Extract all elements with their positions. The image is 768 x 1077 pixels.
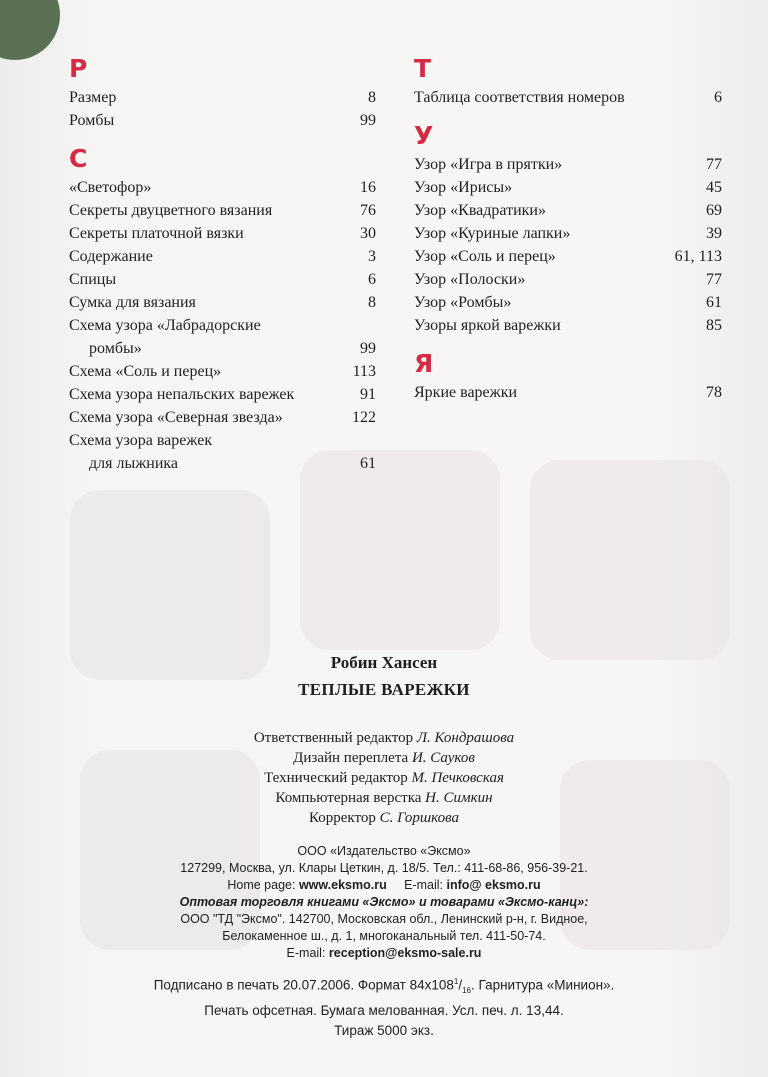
credit-name: М. Печковская (411, 770, 504, 786)
entry-page: 113 (352, 363, 376, 380)
entry-page: 78 (706, 384, 722, 401)
entry-title: Узор «Соль и перец» (414, 248, 556, 265)
index-entry (69, 176, 376, 199)
entry-title: Узор «Ромбы» (414, 294, 512, 311)
index-entry (69, 222, 376, 245)
index-entry-continuation (69, 337, 376, 360)
index-entry (414, 222, 722, 245)
show-through-shape (530, 460, 730, 660)
index-entry (414, 268, 722, 291)
index-entry (414, 381, 722, 404)
homepage-link: www.eksmo.ru (298, 878, 387, 892)
entry-title: Схема узора «Северная звезда» (69, 409, 283, 426)
wholesale-header: Оптовая торговля книгами «Эксмо» и товарами «Эксмо-канц»: (179, 895, 589, 909)
credit-name: Л. Кондрашова (416, 730, 515, 746)
homepage-label: Home page: (227, 878, 296, 892)
book-title: ТЕПЛЫЕ ВАРЕЖКИ (298, 680, 470, 699)
print-typeface: . Гарнитура «Минион». (471, 977, 615, 993)
entry-page: 61, 113 (674, 248, 722, 265)
credit-line (0, 768, 768, 788)
email-label: E-mail: (404, 878, 443, 892)
publisher-info (0, 843, 768, 962)
entry-page: 8 (368, 294, 376, 311)
entry-title: Узор «Куриные лапки» (414, 225, 571, 242)
entry-page: 85 (706, 317, 722, 334)
print-run: Тираж 5000 экз. (334, 1023, 434, 1039)
format-fraction-denominator: 16 (462, 986, 472, 996)
entry-title: Размер (69, 89, 117, 106)
index-entry (69, 268, 376, 291)
entry-title: «Светофор» (69, 179, 152, 196)
credit-line (0, 808, 768, 828)
print-line-2: Печать офсетная. Бумага мелованная. Усл. печ. л. 13,44. (204, 1003, 564, 1019)
entry-title: Узор «Ирисы» (414, 179, 513, 196)
credit-role: Технический редактор (264, 770, 408, 786)
section-letter: Т (414, 54, 432, 83)
index-column-right (414, 52, 722, 414)
entry-page: 91 (360, 386, 376, 403)
section-letter: У (414, 121, 434, 150)
wholesale-email-label: E-mail: (286, 946, 326, 960)
credit-line (0, 728, 768, 748)
wholesale-email (0, 945, 768, 962)
index-section (69, 52, 376, 132)
entry-page: 77 (706, 271, 722, 288)
entry-page: 61 (360, 455, 376, 472)
index-entry (414, 176, 722, 199)
section-letter: С (69, 144, 88, 173)
index-entry (414, 153, 722, 176)
index-entry (414, 199, 722, 222)
publisher-address: 127299, Москва, ул. Клары Цеткин, д. 18/5. Тел.: 411-68-86, 956-39-21. (180, 861, 588, 875)
entry-page: 69 (706, 202, 722, 219)
section-letter: Я (414, 349, 434, 378)
index-section (414, 347, 722, 404)
book-author: Робин Хансен (330, 653, 438, 672)
index-entry (414, 245, 722, 268)
credit-role: Компьютерная верстка (275, 790, 422, 806)
entry-title: Спицы (69, 271, 117, 288)
entry-page: 3 (368, 248, 376, 265)
index-entry (69, 406, 376, 429)
credit-line (0, 748, 768, 768)
entry-title: Ромбы (69, 112, 115, 129)
index-entry (414, 314, 722, 337)
entry-page: 16 (360, 179, 376, 196)
index-entry (69, 314, 376, 337)
entry-page: 30 (360, 225, 376, 242)
index-entry-continuation (69, 452, 376, 475)
index-section (414, 52, 722, 109)
index-entry (414, 291, 722, 314)
index-section (414, 119, 722, 337)
index-column-left (69, 52, 376, 485)
entry-page: 76 (360, 202, 376, 219)
index-entry (69, 383, 376, 406)
entry-title: Схема узора «Лабрадорские (69, 317, 261, 334)
publisher-web (0, 877, 768, 894)
index-entry (69, 199, 376, 222)
credit-name: И. Сауков (411, 750, 475, 766)
entry-title: Секреты двуцветного вязания (69, 202, 273, 219)
index-entry (69, 86, 376, 109)
credit-line (0, 788, 768, 808)
entry-title: Сумка для вязания (69, 294, 196, 311)
entry-page: 61 (706, 294, 722, 311)
entry-page: 99 (360, 340, 376, 357)
publisher-name: ООО «Издательство «Эксмо» (297, 844, 471, 858)
entry-page: 8 (368, 89, 376, 106)
wholesale-line-2: Белокаменное ш., д. 1, многоканальный тел. 411-50-74. (222, 929, 546, 943)
print-format: Подписано в печать 20.07.2006. Формат 84x108 (153, 977, 454, 993)
entry-page: 6 (368, 271, 376, 288)
entry-title: Схема «Соль и перец» (69, 363, 222, 380)
entry-page: 99 (360, 112, 376, 129)
index-entry (69, 360, 376, 383)
entry-page: 77 (706, 156, 722, 173)
index-entry (69, 109, 376, 132)
entry-title: Узор «Игра в прятки» (414, 156, 563, 173)
entry-title: Узоры яркой варежки (414, 317, 561, 334)
entry-title: Схема узора непальских варежек (69, 386, 295, 403)
index-entry (69, 429, 376, 452)
credit-name: Н. Симкин (425, 790, 493, 806)
index-entry (69, 245, 376, 268)
wholesale-line-1: ООО "ТД "Эксмо". 142700, Московская обл., Ленинский р-н, г. Видное, (180, 912, 588, 926)
email-address: info@ eksmo.ru (446, 878, 541, 892)
entry-title: Схема узора варежек (69, 432, 213, 449)
credit-role: Корректор (308, 810, 376, 826)
entry-title: Узор «Квадратики» (414, 202, 546, 219)
entry-page: 6 (714, 89, 722, 106)
print-info (0, 972, 768, 1041)
entry-page: 122 (352, 409, 376, 426)
entry-title: Секреты платочной вязки (69, 225, 244, 242)
index-section (69, 142, 376, 475)
entry-title: Содержание (69, 248, 153, 265)
index-entry (414, 86, 722, 109)
print-line-1: Подписано в печать 20.07.2006. Формат $84x108^1/_{16}$. Гарнитура «Минион». (153, 977, 615, 996)
editorial-credits (0, 728, 768, 828)
entry-page: 39 (706, 225, 722, 242)
entry-page: 45 (706, 179, 722, 196)
credit-name: С. Горшкова (379, 810, 460, 826)
format-fraction-numerator: 1 (453, 977, 459, 986)
entry-title: Таблица соответствия номеров (414, 89, 625, 106)
credit-role: Дизайн переплета (293, 750, 409, 766)
credit-role: Ответственный редактор (253, 730, 414, 746)
entry-title-continuation: для лыжника (89, 455, 179, 472)
corner-decoration (0, 0, 60, 60)
entry-title: Яркие варежки (414, 384, 518, 401)
section-letter: Р (69, 54, 88, 83)
entry-title: Узор «Полоски» (414, 271, 526, 288)
wholesale-email-address: reception@eksmo-sale.ru (328, 946, 482, 960)
entry-title-continuation: ромбы» (89, 340, 142, 357)
index-entry (69, 291, 376, 314)
